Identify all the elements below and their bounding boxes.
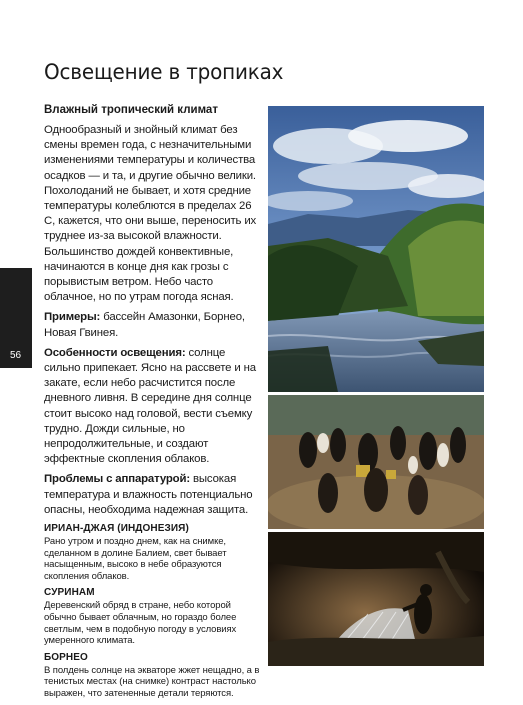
caption-title: БОРНЕО (44, 651, 88, 663)
paragraph-equipment (44, 472, 260, 518)
paragraph-label: Особенности освещения: (44, 346, 186, 359)
caption-suriname (44, 587, 260, 646)
paragraph-text: бассейн Амазонки, Борнео, Новая Гвинея. (44, 311, 245, 339)
page-number: 56 (10, 350, 22, 361)
page-title: Освещение в тропиках (44, 60, 284, 84)
caption-text: Рано утром и поздно днем, как на снимке, сделанном в долине Балием, свет бывает насыщенным, высоко в небе образуются скопления облаков. (44, 536, 227, 582)
paragraph-label: Проблемы с аппаратурой: (44, 473, 190, 486)
caption-text: Деревенский обряд в стране, небо которой обычно бывает облачным, но гораздо более светлым, чем в подобную погоду в условиях умеренного климата. (44, 600, 237, 647)
photo-borneo-fisherman (268, 532, 484, 666)
paragraph-intro (44, 123, 260, 305)
caption-text: В полдень солнце на экваторе жжет нещадно, а в тенистых местах (на снимке) контраст настолько выражен, что затененные детали теряются. (44, 664, 260, 700)
photo-suriname-ceremony (268, 395, 484, 529)
paragraph-examples (44, 310, 260, 340)
paragraph-text: Однообразный и знойный климат без смены времен года, с незначительными изменениями температуры и количества осадков — и та, и другие обычно велики. Похолоданий не бывает, и хотя средние температуры колеблются в пределах 26 С, кажется, что они выше, переносить их труднее из-за высокой влажности. Большинство дождей конвективные, начинаются в конце дня как грозы с порывистым ветром. Небо часто облачное, но по утрам погода ясная. (44, 124, 257, 304)
paragraph-text: солнце сильно припекает. Ясно на рассвете и на закате, если небо расчистится после дневного ливня. В середине дня солнце стоит высоко над головой, вести съемку трудно. Дожди сильные, но непродолжительные, и создают эффектные скопления облаков. (44, 346, 256, 466)
photo-irian-jaya-valley (268, 106, 484, 392)
paragraph-text: высокая температура и влажность потенциально опасны, необходима надежная защита. (44, 473, 253, 516)
caption-title: ИРИАН-ДЖАЯ (ИНДОНЕЗИЯ) (44, 523, 189, 535)
text-column (44, 103, 260, 705)
caption-borneo (44, 652, 260, 700)
paragraph-lighting (44, 346, 260, 468)
paragraph-label: Примеры: (44, 311, 101, 324)
caption-title: СУРИНАМ (44, 587, 95, 599)
caption-irian-jaya (44, 523, 260, 582)
section-heading: Влажный тропический климат (44, 104, 218, 116)
